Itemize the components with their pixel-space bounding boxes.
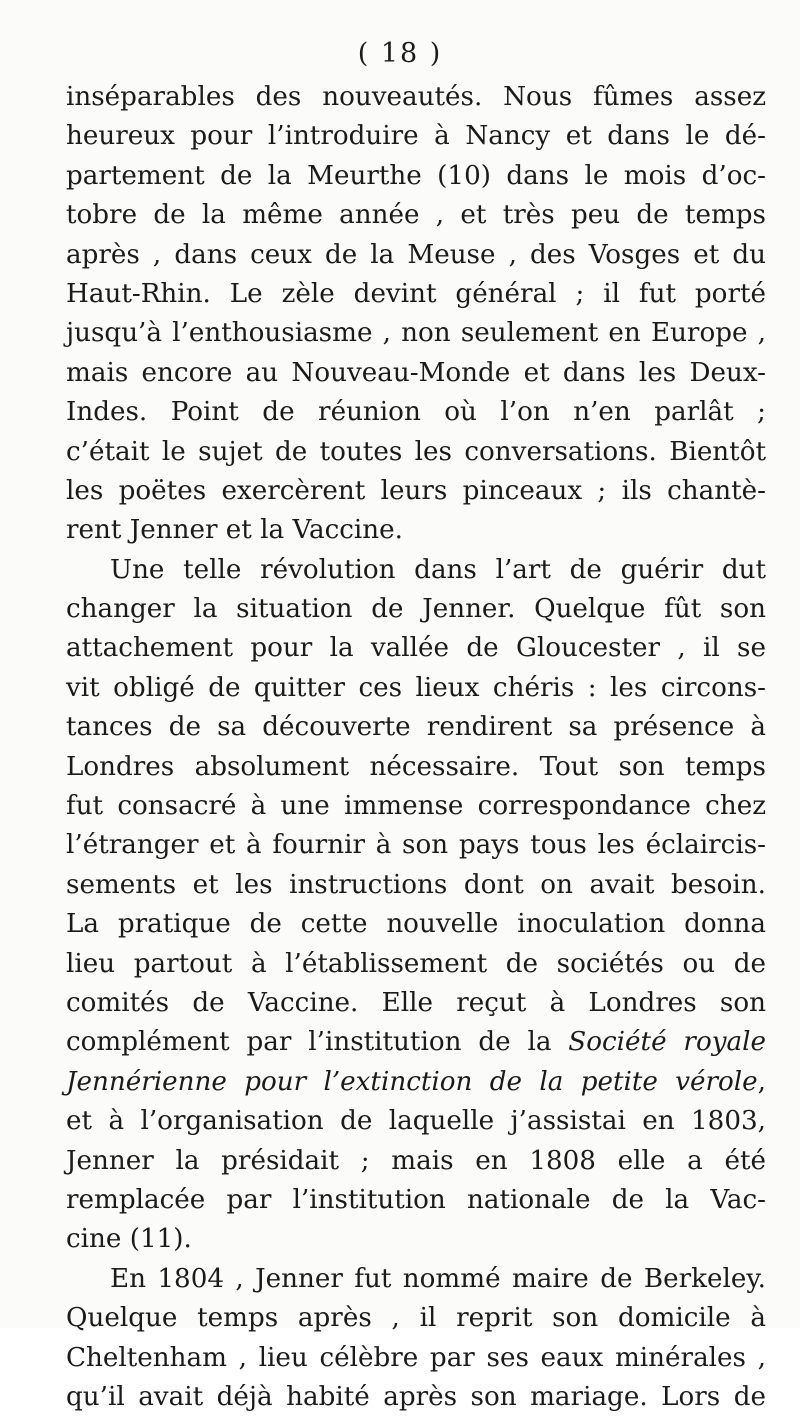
page-number: ( 18 )	[357, 38, 443, 69]
text-line-mixed	[66, 1063, 766, 1102]
text-line: changer la situation de Jenner. Quelque fût son	[66, 594, 766, 625]
text-line: Jenner la présidait ; mais en 1808 elle a été	[66, 1145, 766, 1176]
text-line-mixed	[66, 1023, 766, 1062]
text-line: sements et les instructions dont on avait besoin.	[66, 869, 766, 900]
text-line: fut consacré à une immense correspondance chez	[66, 791, 766, 822]
text-line: tances de sa découverte rendirent sa présence à	[66, 712, 766, 743]
text-line: Indes. Point de réunion où l’on n’en parlât ;	[66, 397, 766, 428]
text-line: les poëtes exercèrent leurs pinceaux ; ils chantè-	[66, 475, 766, 506]
text-line: vit obligé de quitter ces lieux chéris : les circons-	[66, 672, 766, 703]
text-line: comités de Vaccine. Elle reçut à Londres son	[66, 987, 766, 1018]
text-line: l’étranger et à fournir à son pays tous les éclaircis-	[66, 830, 766, 861]
text-line: Quelque temps après , il reprit son domicile à	[66, 1303, 766, 1334]
text-line: jusqu’à l’enthousiasme , non seulement en Europe ,	[66, 318, 766, 349]
text-line: Cheltenham , lieu célèbre par ses eaux minérales ,	[66, 1342, 766, 1373]
text-line: c’était le sujet de toutes les conversations. Bientôt	[66, 436, 766, 467]
text-line: et à l’organisation de laquelle j’assistai en 1803,	[66, 1106, 766, 1137]
text-line: remplacée par l’institution nationale de la Vac-	[66, 1184, 766, 1215]
text-line: cine (11).	[66, 1224, 192, 1255]
body-text	[66, 78, 766, 1417]
text-line: lieu partout à l’établissement de sociétés ou de	[66, 948, 766, 979]
text-line: partement de la Meurthe (10) dans le mois d’oc-	[66, 160, 766, 191]
text-line: après , dans ceux de la Meuse , des Vosges et du	[66, 239, 766, 270]
text-line: heureux pour l’introduire à Nancy et dans le dé-	[66, 121, 766, 152]
text-line: attachement pour la vallée de Gloucester , il se	[66, 633, 766, 664]
text-line: La pratique de cette nouvelle inoculation donna	[66, 909, 766, 940]
text-line: qu’il avait déjà habité après son mariage. Lors de	[66, 1381, 766, 1412]
text-run: ,	[757, 1066, 766, 1097]
text-line: Une telle révolution dans l’art de guérir dut	[110, 554, 766, 585]
text-line: mais encore au Nouveau-Monde et dans les Deux-	[66, 357, 766, 388]
text-line: En 1804 , Jenner fut nommé maire de Berkeley.	[110, 1263, 766, 1294]
society-name-italic: Jennérienne pour l’extinction de la petite vérole	[66, 1066, 758, 1097]
text-line: Haut-Rhin. Le zèle devint général ; il fut porté	[66, 278, 766, 309]
society-name-italic: Société royale	[568, 1027, 766, 1058]
text-run: complément par l’institution de la	[66, 1027, 569, 1058]
text-line: tobre de la même année , et très peu de temps	[66, 200, 766, 231]
text-line: rent Jenner et la Vaccine.	[66, 515, 403, 546]
text-line: inséparables des nouveautés. Nous fûmes assez	[66, 82, 766, 112]
text-line: Londres absolument nécessaire. Tout son temps	[66, 751, 766, 782]
